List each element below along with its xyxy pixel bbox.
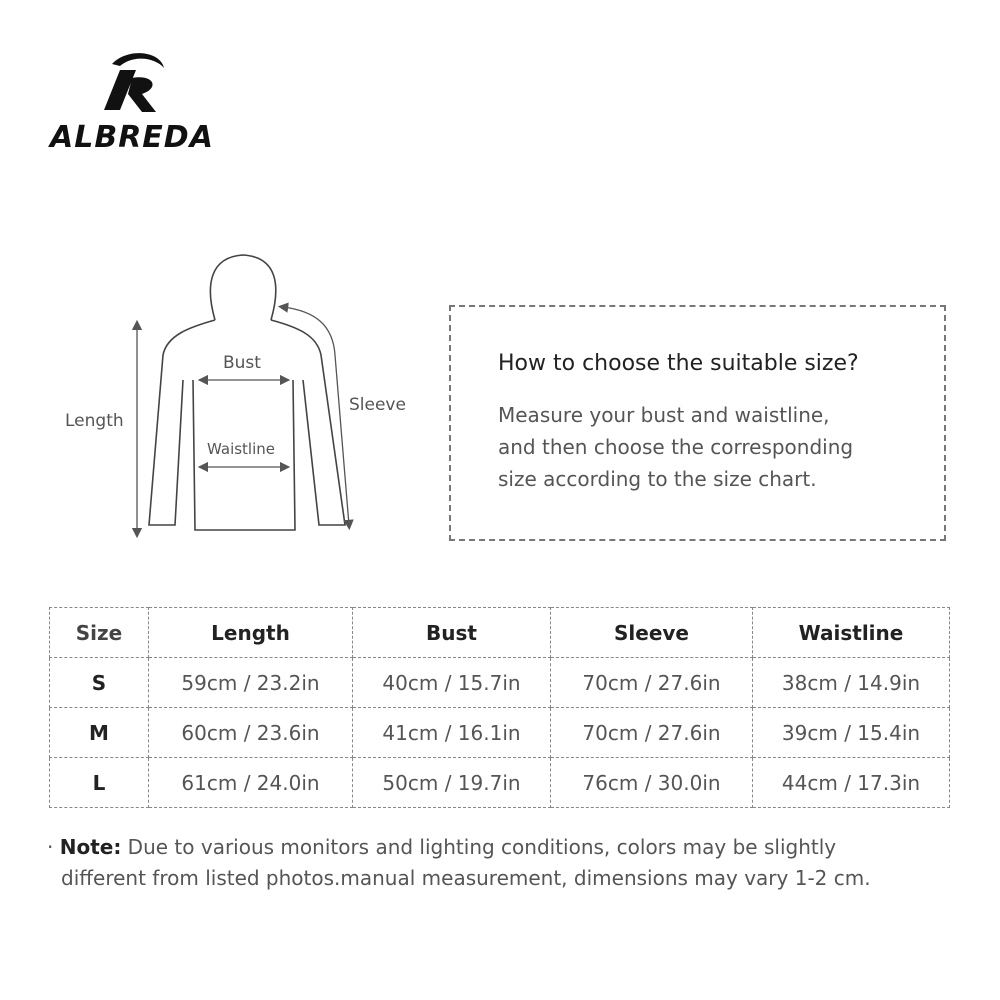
size-guide-box xyxy=(449,305,946,541)
table-row xyxy=(50,658,950,708)
size-chart-table xyxy=(49,607,950,808)
cell-waistline: 38cm / 14.9in xyxy=(753,658,950,708)
size-guide-line: Measure your bust and waistline, xyxy=(498,403,830,427)
note-text-2: different from listed photos.manual measurement, dimensions may vary 1-2 cm. xyxy=(61,866,871,890)
table-row xyxy=(50,708,950,758)
cell-length: 60cm / 23.6in xyxy=(149,708,353,758)
brand-logo xyxy=(50,48,220,158)
cell-waistline: 44cm / 17.3in xyxy=(753,758,950,808)
size-guide-title: How to choose the suitable size? xyxy=(498,351,859,376)
header-size: Size xyxy=(50,608,149,658)
note-text-1: Due to various monitors and lighting conditions, colors may be slightly xyxy=(121,835,837,859)
length-label: Length xyxy=(65,411,124,431)
note xyxy=(47,832,977,894)
table-header-row xyxy=(50,608,950,658)
measurement-diagram xyxy=(55,245,425,555)
cell-sleeve: 76cm / 30.0in xyxy=(551,758,753,808)
brand-name: ALBREDA xyxy=(50,120,214,155)
cell-length: 61cm / 24.0in xyxy=(149,758,353,808)
cell-bust: 41cm / 16.1in xyxy=(353,708,551,758)
cell-sleeve: 70cm / 27.6in xyxy=(551,658,753,708)
cell-size: S xyxy=(50,658,149,708)
cell-bust: 40cm / 15.7in xyxy=(353,658,551,708)
cell-size: M xyxy=(50,708,149,758)
cell-length: 59cm / 23.2in xyxy=(149,658,353,708)
brand-logo-mark-icon xyxy=(98,48,168,118)
waistline-label: Waistline xyxy=(207,440,275,458)
table-row xyxy=(50,758,950,808)
sleeve-label: Sleeve xyxy=(349,395,406,415)
cell-bust: 50cm / 19.7in xyxy=(353,758,551,808)
header-bust: Bust xyxy=(353,608,551,658)
cell-waistline: 39cm / 15.4in xyxy=(753,708,950,758)
cell-sleeve: 70cm / 27.6in xyxy=(551,708,753,758)
note-label: Note: xyxy=(59,835,122,859)
header-length: Length xyxy=(149,608,353,658)
size-guide-body xyxy=(498,399,918,495)
size-guide-line: size according to the size chart. xyxy=(498,467,817,491)
size-guide-line: and then choose the corresponding xyxy=(498,435,854,459)
header-sleeve: Sleeve xyxy=(551,608,753,658)
note-bullet: · xyxy=(47,835,54,859)
note-line-1 xyxy=(47,832,977,863)
cell-size: L xyxy=(50,758,149,808)
header-waistline: Waistline xyxy=(753,608,950,658)
bust-label: Bust xyxy=(223,353,261,373)
